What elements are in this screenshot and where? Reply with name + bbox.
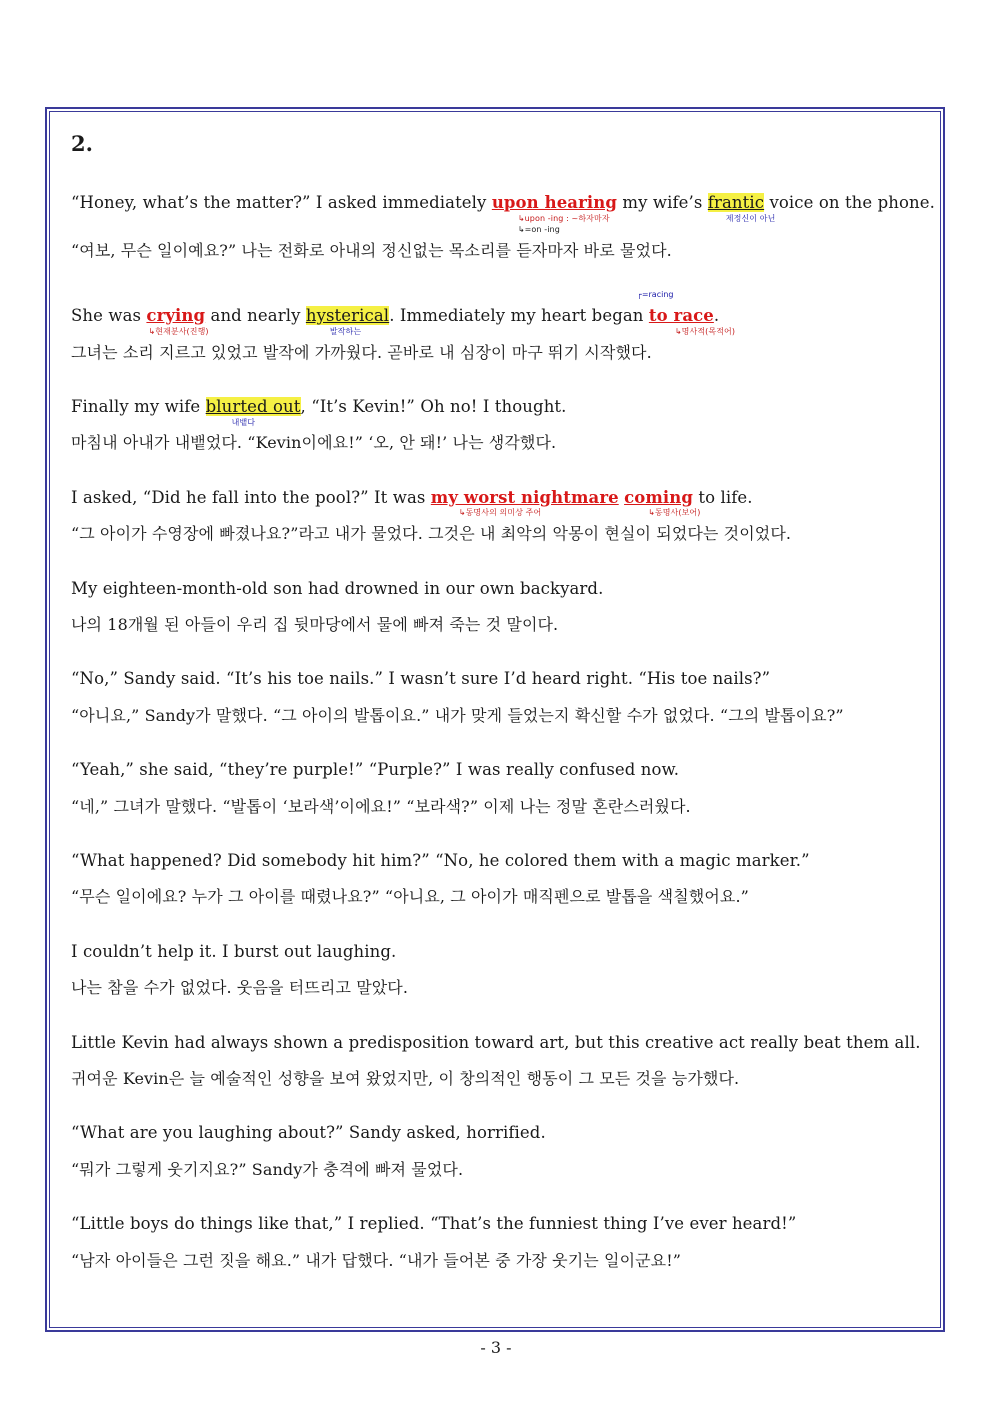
p1-text-post: voice on the phone. bbox=[764, 193, 935, 212]
p2-note-to-race: ↳명사적(목적어) bbox=[674, 327, 736, 336]
p9-english: I couldn’t help it. I burst out laughing. bbox=[71, 942, 397, 961]
p9-korean: 나는 참을 수가 없었다. 웃음을 터뜨리고 말았다. bbox=[71, 978, 409, 997]
p2-english bbox=[71, 306, 736, 336]
p2-note-hysterical: 발작하는 bbox=[329, 327, 362, 336]
p1-annot-frantic bbox=[707, 193, 776, 223]
p4-text-post: to life. bbox=[693, 488, 753, 507]
p6-english: “No,” Sandy said. “It’s his toe nails.” I wasn’t sure I’d heard right. “His toe nails?” bbox=[71, 669, 771, 688]
p4-highlight-nightmare: my worst nightmare bbox=[430, 488, 619, 507]
p8-english: “What happened? Did somebody hit him?” “No, he colored them with a magic marker.” bbox=[71, 851, 810, 870]
p4-note-nightmare: ↳동명사의 의미상 주어 bbox=[458, 508, 542, 517]
p1-note-on-ing: ↳=on -ing bbox=[517, 225, 560, 234]
p2-highlight-crying: crying bbox=[146, 306, 206, 325]
p1-highlight-upon-hearing: upon hearing bbox=[491, 193, 617, 212]
p2-annot-hysterical bbox=[305, 306, 390, 336]
p3-highlight-blurted-out: blurted out bbox=[205, 397, 301, 416]
p4-annot-coming bbox=[624, 488, 701, 517]
p5-korean: 나의 18개월 된 아들이 우리 집 뒷마당에서 물에 빠져 죽는 것 말이다. bbox=[71, 615, 559, 634]
p8-korean: “무슨 일이에요? 누가 그 아이를 때렸나요?” “아니요, 그 아이가 매직펜으로 발톱을 색칠했어요.” bbox=[71, 887, 749, 906]
p4-english bbox=[71, 488, 753, 517]
p1-text-mid: my wife’s bbox=[617, 193, 708, 212]
p5-english: My eighteen-month-old son had drowned in our own backyard. bbox=[71, 579, 604, 598]
p1-highlight-frantic: frantic bbox=[707, 193, 765, 212]
p3-text-pre: Finally my wife bbox=[71, 397, 206, 416]
p7-korean: “네,” 그녀가 말했다. “발톱이 ‘보라색’이에요!” “보라색?” 이제 나는 정말 혼란스러웠다. bbox=[71, 797, 691, 816]
p4-annot-nightmare bbox=[430, 488, 619, 517]
p3-korean: 마침내 아내가 내뱉었다. “Kevin이에요!” ‘오, 안 돼!’ 나는 생각했다. bbox=[71, 433, 557, 452]
p4-highlight-coming: coming bbox=[624, 488, 693, 507]
p1-english bbox=[71, 193, 935, 234]
p2-text-mid1: and nearly bbox=[205, 306, 306, 325]
p12-korean: “남자 아이들은 그런 짓을 해요.” 내가 답했다. “내가 들어본 중 가장 웃기는 일이군요!” bbox=[71, 1251, 682, 1270]
p11-english: “What are you laughing about?” Sandy asked, horrified. bbox=[71, 1123, 546, 1142]
p2-text-post: . bbox=[713, 306, 720, 325]
p2-text-pre: She was bbox=[71, 306, 147, 325]
p1-annot-upon-hearing bbox=[491, 193, 617, 234]
p1-note-frantic: 제정신이 아닌 bbox=[725, 214, 776, 223]
p12-english: “Little boys do things like that,” I replied. “That’s the funniest thing I’ve ever heard!” bbox=[71, 1214, 797, 1233]
p2-note-racing: ┌=racing bbox=[637, 290, 674, 299]
p1-korean: “여보, 무슨 일이예요?” 나는 전화로 아내의 정신없는 목소리를 듣자마자 바로 물었다. bbox=[71, 241, 672, 260]
p10-korean: 귀여운 Kevin은 늘 예술적인 성향을 보여 왔었지만, 이 창의적인 행동이 그 모든 것을 능가했다. bbox=[71, 1069, 740, 1088]
p1-note-upon-ing: ↳upon -ing : ~하자마자 bbox=[517, 214, 610, 223]
p3-annot-blurted-out bbox=[205, 397, 301, 427]
p2-highlight-hysterical: hysterical bbox=[305, 306, 390, 325]
p4-korean: “그 아이가 수영장에 빠졌나요?”라고 내가 물었다. 그것은 내 최악의 악몽이 현실이 되었다는 것이었다. bbox=[71, 524, 792, 543]
p2-korean: 그녀는 소리 지르고 있었고 발작에 가까웠다. 곧바로 내 심장이 마구 뛰기 시작했다. bbox=[71, 343, 652, 362]
p2-note-crying: ↳현재분사(진행) bbox=[148, 327, 209, 336]
p2-highlight-to-race: to race bbox=[648, 306, 714, 325]
p4-note-coming: ↳동명사(보어) bbox=[648, 508, 701, 517]
p6-korean: “아니요,” Sandy가 말했다. “그 아이의 발톱이요.” 내가 맞게 들었는지 확신할 수가 없었다. “그의 발톱이요?” bbox=[71, 706, 844, 725]
p2-annot-crying bbox=[146, 306, 209, 336]
p3-note-blurted-out: 내뱉다 bbox=[231, 418, 256, 427]
p3-text-post: , “It’s Kevin!” Oh no! I thought. bbox=[300, 397, 567, 416]
p10-english: Little Kevin had always shown a predisposition toward art, but this creative act really beat them all. bbox=[71, 1033, 921, 1052]
p11-korean: “뭐가 그렇게 웃기지요?” Sandy가 충격에 빠져 물었다. bbox=[71, 1160, 464, 1179]
p4-text-pre: I asked, “Did he fall into the pool?” It was bbox=[71, 488, 431, 507]
p1-text-pre: “Honey, what’s the matter?” I asked immediately bbox=[71, 193, 492, 212]
page-number: - 3 - bbox=[480, 1338, 512, 1357]
p7-english: “Yeah,” she said, “they’re purple!” “Purple?” I was really confused now. bbox=[71, 760, 680, 779]
p3-english bbox=[71, 397, 567, 427]
section-number: 2. bbox=[71, 131, 93, 156]
p2-annot-to-race bbox=[648, 306, 736, 336]
p2-text-mid2: . Immediately my heart began bbox=[389, 306, 649, 325]
